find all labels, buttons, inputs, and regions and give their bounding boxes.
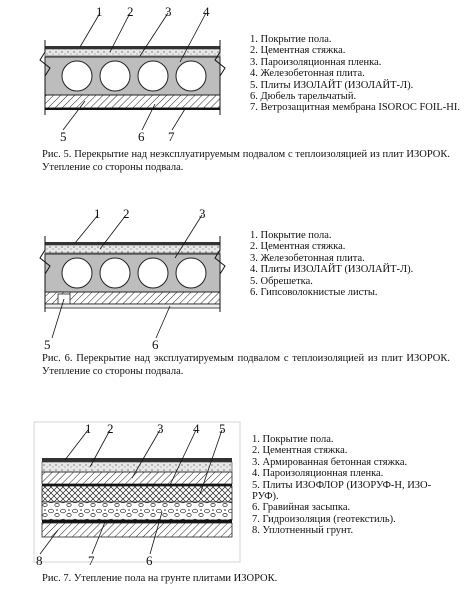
legend-item: 6. Гравийная засыпка. bbox=[252, 502, 351, 514]
slab-void bbox=[138, 61, 168, 91]
figure-5 bbox=[0, 0, 474, 180]
figure-7-legend bbox=[252, 434, 442, 537]
callout-6: 6 bbox=[152, 337, 159, 352]
callout-5: 5 bbox=[219, 421, 226, 436]
floor-covering-layer bbox=[45, 46, 220, 49]
figure-7-drawing bbox=[0, 418, 250, 568]
legend-item: 6. Дюбель тарельчатый. bbox=[250, 91, 357, 103]
slab-void bbox=[100, 61, 130, 91]
callout-1: 1 bbox=[94, 206, 101, 221]
callout-6: 6 bbox=[146, 553, 153, 568]
slab-void bbox=[176, 258, 206, 288]
figure-5-drawing bbox=[0, 0, 250, 150]
legend-item: 1. Покрытие пола. bbox=[252, 434, 334, 445]
legend-item: 4. Железобетонная плита. bbox=[250, 68, 365, 80]
membrane-layer bbox=[45, 108, 220, 110]
legend-item: 2. Цементная стяжка. bbox=[250, 241, 346, 253]
figure-6-drawing bbox=[0, 200, 250, 350]
callout-2: 2 bbox=[127, 4, 134, 19]
insulation-layer bbox=[42, 486, 232, 502]
legend-item: 7. Ветрозащитная мембрана ISOROC FOIL-HI. bbox=[250, 102, 460, 114]
legend-item: 3. Железобетонная плита. bbox=[250, 252, 365, 264]
figure-5-legend bbox=[250, 34, 465, 114]
legend-item: 8. Уплотненный грунт. bbox=[252, 525, 354, 537]
slab-void bbox=[176, 61, 206, 91]
legend-item: 4. Пароизоляционная пленка. bbox=[252, 468, 384, 480]
slab-void bbox=[62, 258, 92, 288]
compacted-soil-layer bbox=[42, 523, 232, 537]
figure-7-caption: Рис. 7. Утепление пола на грунте плитами ИЗОРОК. bbox=[42, 573, 278, 584]
figure-7 bbox=[0, 418, 474, 594]
cement-screed-layer bbox=[42, 462, 232, 472]
callout-3: 3 bbox=[199, 206, 206, 221]
legend-item: 2. Цементная стяжка. bbox=[252, 445, 348, 457]
slab-void bbox=[138, 258, 168, 288]
gypsum-board-layer bbox=[45, 304, 220, 308]
callout-1: 1 bbox=[96, 4, 103, 19]
cement-screed-layer bbox=[45, 245, 220, 253]
legend-item: 3. Армированная бетонная стяжка. bbox=[252, 456, 408, 468]
gravel-layer bbox=[42, 502, 232, 520]
cement-screed-layer bbox=[45, 49, 220, 56]
figure-6-legend bbox=[250, 230, 465, 298]
legend-item: 1. Покрытие пола. bbox=[250, 34, 332, 45]
callout-8: 8 bbox=[36, 553, 43, 568]
callout-2: 2 bbox=[123, 206, 130, 221]
callout-7: 7 bbox=[88, 553, 95, 568]
callout-5: 5 bbox=[60, 129, 67, 144]
insulation-layer bbox=[45, 292, 220, 304]
figure-5-caption: Рис. 5. Перекрытие над неэксплуатируемым подвалом с теплоизоляцией из плит ИЗОРОК. Утепление со стороны подвала. bbox=[42, 149, 450, 173]
callout-4: 4 bbox=[203, 4, 210, 19]
callout-6: 6 bbox=[138, 129, 145, 144]
callout-5: 5 bbox=[44, 337, 51, 352]
legend-item: 2. Цементная стяжка. bbox=[250, 45, 346, 57]
geotextile-layer bbox=[42, 520, 232, 523]
legend-item: 1. Покрытие пола. bbox=[250, 230, 332, 241]
floor-covering-layer bbox=[45, 242, 220, 245]
figure-6 bbox=[0, 200, 474, 380]
reinforced-screed-layer bbox=[42, 472, 232, 484]
callout-2: 2 bbox=[107, 421, 114, 436]
legend-item: 7. Гидроизоляция (геотекстиль). bbox=[252, 513, 396, 525]
callout-3: 3 bbox=[157, 421, 164, 436]
legend-item: 5. Плиты ИЗОФЛОР (ИЗОРУФ-Н, ИЗО-РУФ). bbox=[252, 479, 432, 503]
floor-covering-layer bbox=[42, 458, 232, 462]
callout-4: 4 bbox=[193, 421, 200, 436]
callout-1: 1 bbox=[85, 421, 92, 436]
legend-item: 4. Плиты ИЗОЛАЙТ (ИЗОЛАЙТ-Л). bbox=[250, 264, 414, 276]
legend-item: 5. Обрешетка. bbox=[250, 275, 313, 287]
insulation-layer bbox=[45, 95, 220, 108]
figure-6-caption: Рис. 6. Перекрытие над эксплуатируемым подвалом с теплоизоляцией из плит ИЗОРОК. Утепление со стороны подвала. bbox=[42, 353, 450, 377]
callout-3: 3 bbox=[165, 4, 172, 19]
callout-7: 7 bbox=[168, 129, 175, 144]
legend-item: 3. Пароизоляционная пленка. bbox=[250, 56, 382, 68]
legend-item: 6. Гипсоволокнистые листы. bbox=[250, 287, 378, 299]
legend-item: 5. Плиты ИЗОЛАЙТ (ИЗОЛАЙТ-Л). bbox=[250, 79, 414, 91]
slab-void bbox=[62, 61, 92, 91]
slab-void bbox=[100, 258, 130, 288]
